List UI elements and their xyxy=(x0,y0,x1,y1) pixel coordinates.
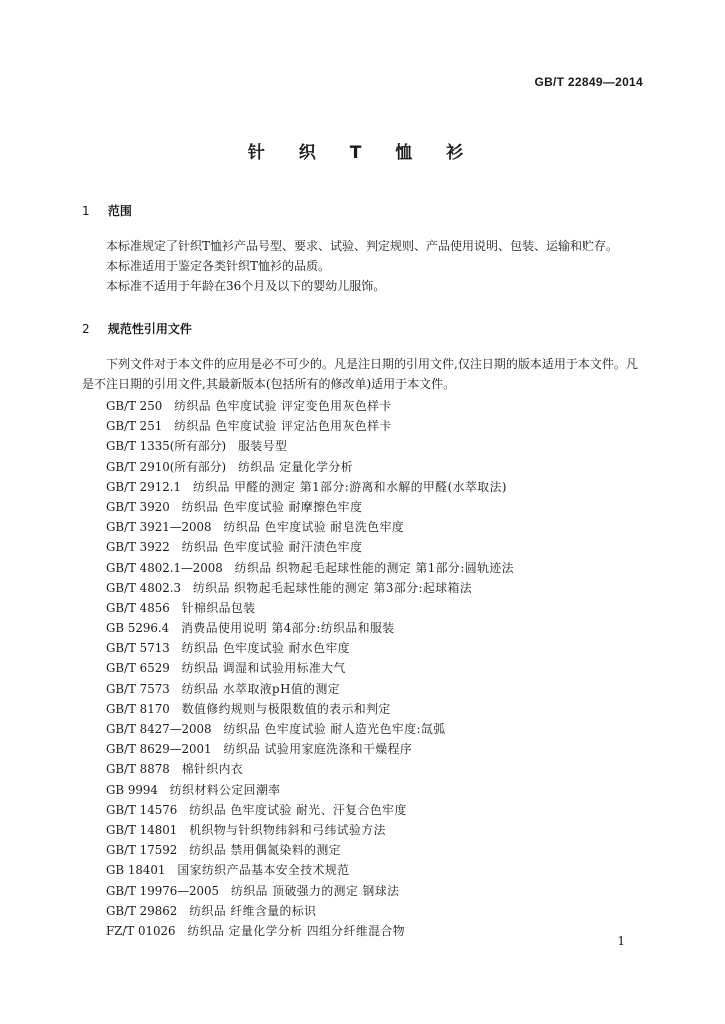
reference-item xyxy=(106,800,514,820)
reference-title: 纺织品 水萃取液pH值的测定 xyxy=(181,681,341,696)
reference-code: GB/T 19976—2005 xyxy=(106,883,220,898)
section-number: 2 xyxy=(82,322,90,336)
reference-code: GB/T 3920 xyxy=(106,499,170,514)
reference-code: GB/T 8629—2001 xyxy=(106,742,212,757)
reference-item xyxy=(106,679,514,699)
reference-item xyxy=(106,578,514,598)
reference-code: GB/T 250 xyxy=(106,399,163,413)
reference-title: 纺织品 定量化学分析 四组分纤维混合物 xyxy=(187,923,406,938)
reference-code: GB/T 17592 xyxy=(106,843,178,858)
reference-title: 纺织品 顶破强力的测定 钢球法 xyxy=(231,883,400,898)
reference-item xyxy=(106,699,514,719)
reference-item xyxy=(106,901,514,921)
reference-title: 纺织品 色牢度试验 耐人造光色牢度:氙弧 xyxy=(223,722,446,736)
section-2-intro xyxy=(82,354,648,394)
section-title: 范围 xyxy=(107,204,132,218)
reference-list xyxy=(106,396,514,941)
reference-item xyxy=(106,517,514,537)
reference-item xyxy=(106,921,514,941)
reference-item xyxy=(106,618,514,638)
reference-item xyxy=(106,396,514,416)
reference-title: 纺织品 色牢度试验 评定沾色用灰色样卡 xyxy=(174,419,392,434)
reference-title: 纺织品 色牢度试验 耐摩擦色牢度 xyxy=(181,499,363,514)
reference-item xyxy=(106,537,514,557)
reference-item xyxy=(106,840,514,860)
section-1-heading xyxy=(82,202,132,219)
reference-title: 消费品使用说明 第4部分:纺织品和服装 xyxy=(181,621,395,636)
standard-code: GB/T 22849—2014 xyxy=(534,75,643,89)
reference-code: GB/T 29862 xyxy=(106,903,178,918)
reference-code: GB/T 8878 xyxy=(106,762,170,777)
reference-item xyxy=(106,477,514,497)
section-title: 规范性引用文件 xyxy=(107,322,192,336)
paragraph: 本标准适用于鉴定各类针织T恤衫的品质。 xyxy=(106,259,331,273)
reference-code: GB 18401 xyxy=(106,863,166,878)
reference-code: GB 9994 xyxy=(106,782,158,797)
reference-code: GB/T 7573 xyxy=(106,681,170,696)
reference-code: FZ/T 01026 xyxy=(106,923,176,938)
reference-code: GB/T 3922 xyxy=(106,540,170,555)
reference-title: 机织物与针织物纬斜和弓纬试验方法 xyxy=(189,822,386,837)
reference-title: 纺织品 试验用家庭洗涤和干燥程序 xyxy=(223,742,413,757)
reference-code: GB/T 8427—2008 xyxy=(106,722,212,736)
reference-code: GB/T 14801 xyxy=(106,822,178,837)
reference-item xyxy=(106,881,514,901)
reference-item xyxy=(106,739,514,759)
reference-code: GB/T 2910(所有部分) xyxy=(106,459,227,474)
reference-title: 纺织品 色牢度试验 耐汗渍色牢度 xyxy=(181,540,363,555)
reference-title: 纺织品 色牢度试验 耐水色牢度 xyxy=(181,641,351,656)
paragraph: 本标准不适用于年龄在36个月及以下的婴幼儿服饰。 xyxy=(106,279,386,293)
reference-title: 纺织品 色牢度试验 评定变色用灰色样卡 xyxy=(174,399,392,413)
reference-title: 纺织品 调湿和试验用标准大气 xyxy=(181,661,346,676)
reference-title: 针棉织品包装 xyxy=(181,600,256,615)
reference-item xyxy=(106,598,514,618)
document-title: 针 织 T 恤 衫 xyxy=(247,143,478,163)
reference-item xyxy=(106,436,514,456)
reference-item xyxy=(106,759,514,779)
paragraph: 下列文件对于本文件的应用是必不可少的。凡是注日期的引用文件,仅注日期的版本适用于本文件。凡是不注日期的引用文件,其最新版本(包括所有的修改单)适用于本文件。 xyxy=(82,357,638,391)
section-number: 1 xyxy=(82,204,90,218)
reference-code: GB/T 14576 xyxy=(106,802,178,817)
reference-title: 纺织品 定量化学分析 xyxy=(238,459,354,474)
reference-item xyxy=(106,457,514,477)
section-1-body xyxy=(82,236,648,296)
reference-code: GB/T 6529 xyxy=(106,661,170,676)
section-2-heading xyxy=(82,320,192,337)
reference-title: 纺织品 纤维含量的标识 xyxy=(189,903,317,918)
reference-title: 数值修约规则与极限数值的表示和判定 xyxy=(181,701,391,716)
reference-item xyxy=(106,719,514,739)
reference-item xyxy=(106,658,514,678)
reference-code: GB/T 5713 xyxy=(106,641,170,656)
reference-code: GB/T 8170 xyxy=(106,701,170,716)
reference-code: GB/T 4802.1—2008 xyxy=(106,560,223,575)
reference-item xyxy=(106,558,514,578)
reference-code: GB/T 1335(所有部分) xyxy=(106,439,227,454)
reference-title: 国家纺织产品基本安全技术规范 xyxy=(177,863,350,878)
reference-item xyxy=(106,497,514,517)
reference-code: GB/T 4856 xyxy=(106,600,170,615)
reference-title: 纺织品 织物起毛起球性能的测定 第1部分:圆轨迹法 xyxy=(234,560,515,575)
reference-item xyxy=(106,860,514,880)
reference-item xyxy=(106,820,514,840)
reference-code: GB/T 2912.1 xyxy=(106,479,181,494)
reference-title: 纺织材料公定回潮率 xyxy=(169,782,281,797)
reference-item xyxy=(106,780,514,800)
reference-title: 纺织品 禁用偶氮染料的测定 xyxy=(189,843,342,858)
reference-title: 纺织品 色牢度试验 耐光、汗复合色牢度 xyxy=(189,802,407,817)
reference-title: 纺织品 织物起毛起球性能的测定 第3部分:起球箱法 xyxy=(192,580,473,595)
reference-code: GB/T 3921—2008 xyxy=(106,520,212,535)
reference-item xyxy=(106,638,514,658)
reference-code: GB/T 4802.3 xyxy=(106,580,181,595)
reference-title: 棉针织内衣 xyxy=(181,762,244,777)
reference-title: 纺织品 色牢度试验 耐皂洗色牢度 xyxy=(223,520,405,535)
page-number: 1 xyxy=(617,934,625,948)
reference-title: 纺织品 甲醛的测定 第1部分:游离和水解的甲醛(水萃取法) xyxy=(192,479,507,494)
paragraph: 本标准规定了针织T恤衫产品号型、要求、试验、判定规则、产品使用说明、包装、运输和贮存。 xyxy=(106,239,619,253)
reference-title: 服装号型 xyxy=(238,439,288,454)
reference-code: GB/T 251 xyxy=(106,419,163,434)
reference-code: GB 5296.4 xyxy=(106,621,170,636)
reference-item xyxy=(106,416,514,436)
